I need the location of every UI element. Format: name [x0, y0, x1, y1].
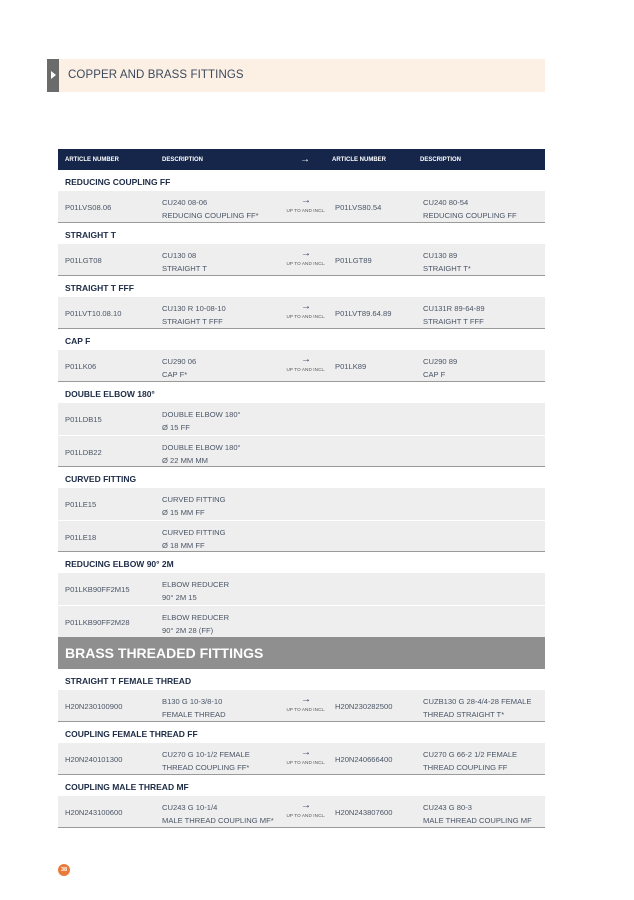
- article-number: P01LDB22: [65, 448, 102, 457]
- arrow-right-icon: → UP TO AND INCL.: [286, 195, 326, 213]
- table-row: [58, 244, 545, 276]
- table-row: [58, 573, 545, 605]
- description: ELBOW REDUCER 90° 2M 28 (FF): [162, 613, 230, 635]
- description: CU130 08 STRAIGHT T: [162, 251, 207, 273]
- description: CU290 06 CAP F*: [162, 357, 197, 379]
- article-number: P01LVS08.06: [65, 203, 112, 212]
- arrow-right-icon: → UP TO AND INCL.: [286, 747, 326, 765]
- article-number-to: P01LVS80.54: [335, 203, 382, 212]
- article-number: H20N240101300: [65, 755, 123, 764]
- header-description: DESCRIPTION: [162, 157, 204, 163]
- header-article-number: ARTICLE NUMBER: [65, 157, 119, 163]
- arrow-right-icon: → UP TO AND INCL.: [286, 800, 326, 818]
- article-number: H20N243100600: [65, 808, 123, 817]
- article-number: P01LGT08: [65, 256, 102, 265]
- article-number: P01LKB90FF2M15: [65, 585, 130, 594]
- header-article-number-2: ARTICLE NUMBER: [332, 157, 386, 163]
- description: DOUBLE ELBOW 180° Ø 15 FF: [162, 410, 241, 432]
- description: CU130 R 10-08-10 STRAIGHT T FFF: [162, 304, 226, 326]
- section-title: DOUBLE ELBOW 180°: [65, 389, 155, 399]
- article-number-to: P01LVT89.64.89: [335, 309, 392, 318]
- section-banner: [47, 59, 545, 92]
- table-row: [58, 796, 545, 828]
- description-to: CU243 G 80-3 MALE THREAD COUPLING MF: [423, 803, 532, 825]
- article-number: P01LK06: [65, 362, 97, 371]
- table-row: [58, 350, 545, 382]
- table-row: [58, 403, 545, 435]
- article-number-to: H20N230282500: [335, 702, 393, 711]
- description-to: CU130 89 STRAIGHT T*: [423, 251, 471, 273]
- description: ELBOW REDUCER 90° 2M 15: [162, 580, 230, 602]
- table-row: [58, 435, 545, 467]
- description: B130 G 10-3/8-10 FEMALE THREAD: [162, 697, 226, 719]
- arrow-right-icon: → UP TO AND INCL.: [286, 354, 326, 372]
- arrow-right-icon: → UP TO AND INCL.: [286, 301, 326, 319]
- description-to: CU131R 89-64-89 STRAIGHT T FFF: [423, 304, 485, 326]
- article-number-to: P01LGT89: [335, 256, 372, 265]
- arrow-right-icon: → UP TO AND INCL.: [286, 694, 326, 712]
- brass-section-banner: BRASS THREADED FITTINGS: [58, 637, 545, 669]
- section-title: STRAIGHT T FEMALE THREAD: [65, 676, 192, 686]
- section-title: STRAIGHT T FFF: [65, 283, 134, 293]
- play-triangle-icon: [47, 59, 59, 92]
- table-row: [58, 297, 545, 329]
- table-row: [58, 520, 545, 552]
- article-number: P01LKB90FF2M28: [65, 618, 130, 627]
- article-number-to: H20N240666400: [335, 755, 393, 764]
- page-number: 38: [58, 864, 70, 876]
- fittings-table: [58, 149, 545, 828]
- article-number: P01LDB15: [65, 415, 102, 424]
- description: CU240 08-06 REDUCING COUPLING FF*: [162, 198, 259, 220]
- description: CU270 G 10-1/2 FEMALE THREAD COUPLING FF*: [162, 750, 250, 772]
- article-number-to: H20N243807600: [335, 808, 393, 817]
- description-to: CU270 G 66-2 1/2 FEMALE THREAD COUPLING FF: [423, 750, 518, 772]
- section-title: COUPLING MALE THREAD MF: [65, 782, 189, 792]
- table-row: [58, 191, 545, 223]
- article-number: H20N230100900: [65, 702, 123, 711]
- article-number: P01LE18: [65, 533, 97, 542]
- description-to: CU290 89 CAP F: [423, 357, 458, 379]
- section-title: REDUCING COUPLING FF: [65, 177, 171, 187]
- table-row: [58, 488, 545, 520]
- table-row: [58, 605, 545, 637]
- description: DOUBLE ELBOW 180° Ø 22 MM MM: [162, 443, 241, 465]
- table-header: [58, 149, 545, 170]
- banner-title: COPPER AND BRASS FITTINGS: [68, 69, 244, 81]
- article-number: P01LE15: [65, 500, 97, 509]
- table-row: [58, 743, 545, 775]
- article-number: P01LVT10.08.10: [65, 309, 122, 318]
- section-title: CAP F: [65, 336, 91, 346]
- header-arrow-icon: →: [300, 154, 310, 165]
- section-title: COUPLING FEMALE THREAD FF: [65, 729, 198, 739]
- description-to: CUZB130 G 28-4/4-28 FEMALE THREAD STRAIGHT T*: [423, 697, 532, 719]
- section-title: CURVED FITTING: [65, 474, 137, 484]
- description: CURVED FITTING Ø 15 MM FF: [162, 495, 226, 517]
- description: CU243 G 10-1/4 MALE THREAD COUPLING MF*: [162, 803, 274, 825]
- article-number-to: P01LK89: [335, 362, 367, 371]
- header-description-2: DESCRIPTION: [420, 157, 462, 163]
- description: CURVED FITTING Ø 18 MM FF: [162, 528, 226, 550]
- section-title: REDUCING ELBOW 90° 2M: [65, 559, 174, 569]
- table-row: [58, 690, 545, 722]
- arrow-right-icon: → UP TO AND INCL.: [286, 248, 326, 266]
- section-title: STRAIGHT T: [65, 230, 116, 240]
- description-to: CU240 80-54 REDUCING COUPLING FF: [423, 198, 517, 220]
